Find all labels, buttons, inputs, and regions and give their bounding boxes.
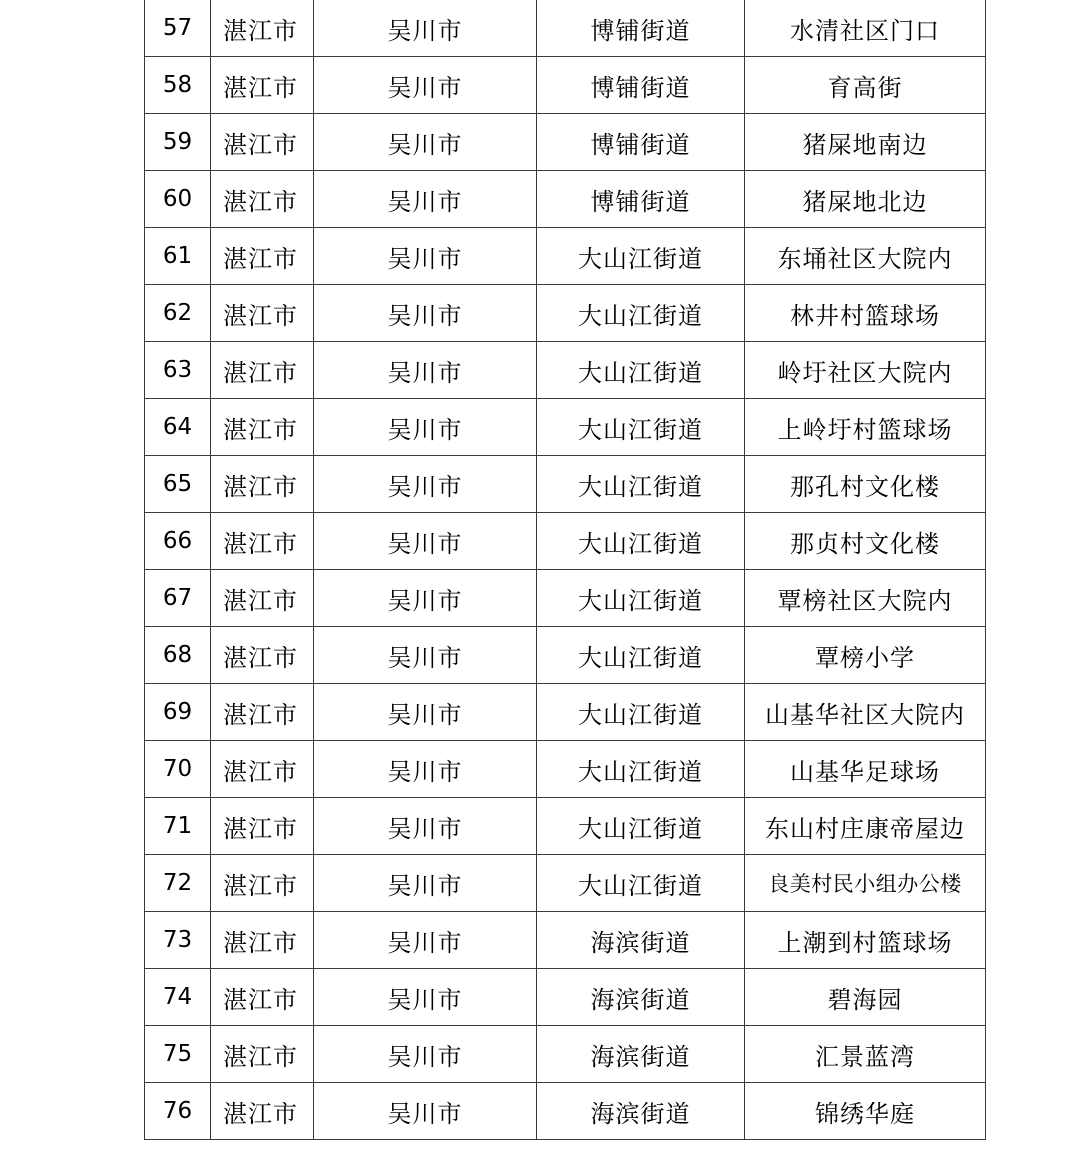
table-row [145, 513, 986, 570]
table-row [145, 912, 986, 969]
city-cell: 湛江市 [211, 399, 314, 456]
table-row [145, 1026, 986, 1083]
location-cell: 林井村篮球场 [745, 285, 986, 342]
city-cell: 湛江市 [211, 513, 314, 570]
street-cell: 海滨街道 [537, 912, 745, 969]
table-row [145, 798, 986, 855]
street-cell: 大山江街道 [537, 285, 745, 342]
county-cell: 吴川市 [314, 741, 537, 798]
row-number-cell: 58 [145, 57, 211, 114]
street-cell: 大山江街道 [537, 627, 745, 684]
row-number-cell: 74 [145, 969, 211, 1026]
city-cell: 湛江市 [211, 627, 314, 684]
row-number-cell: 65 [145, 456, 211, 513]
city-cell: 湛江市 [211, 0, 314, 57]
location-cell: 水清社区门口 [745, 0, 986, 57]
county-cell: 吴川市 [314, 513, 537, 570]
location-cell: 东埇社区大院内 [745, 228, 986, 285]
county-cell: 吴川市 [314, 855, 537, 912]
county-cell: 吴川市 [314, 570, 537, 627]
table-row [145, 114, 986, 171]
row-number-cell: 72 [145, 855, 211, 912]
location-cell: 覃榜小学 [745, 627, 986, 684]
county-cell: 吴川市 [314, 912, 537, 969]
city-cell: 湛江市 [211, 285, 314, 342]
row-number-cell: 75 [145, 1026, 211, 1083]
row-number-cell: 64 [145, 399, 211, 456]
table-row [145, 228, 986, 285]
location-cell: 上潮到村篮球场 [745, 912, 986, 969]
location-cell: 覃榜社区大院内 [745, 570, 986, 627]
street-cell: 大山江街道 [537, 570, 745, 627]
county-cell: 吴川市 [314, 1083, 537, 1140]
location-cell: 那贞村文化楼 [745, 513, 986, 570]
location-cell: 岭圩社区大院内 [745, 342, 986, 399]
street-cell: 海滨街道 [537, 969, 745, 1026]
row-number-cell: 60 [145, 171, 211, 228]
city-cell: 湛江市 [211, 114, 314, 171]
street-cell: 博铺街道 [537, 114, 745, 171]
location-cell: 东山村庄康帝屋边 [745, 798, 986, 855]
table-row [145, 969, 986, 1026]
county-cell: 吴川市 [314, 969, 537, 1026]
city-cell: 湛江市 [211, 741, 314, 798]
location-cell: 上岭圩村篮球场 [745, 399, 986, 456]
street-cell: 海滨街道 [537, 1083, 745, 1140]
location-cell: 良美村民小组办公楼 [745, 855, 986, 912]
row-number-cell: 57 [145, 0, 211, 57]
street-cell: 大山江街道 [537, 855, 745, 912]
county-cell: 吴川市 [314, 57, 537, 114]
street-cell: 大山江街道 [537, 741, 745, 798]
location-cell: 汇景蓝湾 [745, 1026, 986, 1083]
street-cell: 博铺街道 [537, 57, 745, 114]
table-row [145, 456, 986, 513]
table-row [145, 285, 986, 342]
county-cell: 吴川市 [314, 114, 537, 171]
table-row [145, 627, 986, 684]
location-cell: 那孔村文化楼 [745, 456, 986, 513]
table-row [145, 684, 986, 741]
street-cell: 大山江街道 [537, 456, 745, 513]
city-cell: 湛江市 [211, 1026, 314, 1083]
county-cell: 吴川市 [314, 684, 537, 741]
city-cell: 湛江市 [211, 456, 314, 513]
location-cell: 山基华社区大院内 [745, 684, 986, 741]
table-row [145, 570, 986, 627]
table-row [145, 741, 986, 798]
city-cell: 湛江市 [211, 171, 314, 228]
city-cell: 湛江市 [211, 969, 314, 1026]
county-cell: 吴川市 [314, 0, 537, 57]
site-list-table [144, 0, 986, 1140]
street-cell: 大山江街道 [537, 342, 745, 399]
location-cell: 育高街 [745, 57, 986, 114]
row-number-cell: 69 [145, 684, 211, 741]
county-cell: 吴川市 [314, 171, 537, 228]
city-cell: 湛江市 [211, 228, 314, 285]
table-row [145, 399, 986, 456]
row-number-cell: 70 [145, 741, 211, 798]
row-number-cell: 62 [145, 285, 211, 342]
street-cell: 大山江街道 [537, 399, 745, 456]
county-cell: 吴川市 [314, 456, 537, 513]
row-number-cell: 67 [145, 570, 211, 627]
row-number-cell: 61 [145, 228, 211, 285]
row-number-cell: 71 [145, 798, 211, 855]
row-number-cell: 76 [145, 1083, 211, 1140]
city-cell: 湛江市 [211, 912, 314, 969]
table-row [145, 0, 986, 57]
county-cell: 吴川市 [314, 1026, 537, 1083]
table-row [145, 171, 986, 228]
table-row [145, 342, 986, 399]
table-row [145, 1083, 986, 1140]
city-cell: 湛江市 [211, 342, 314, 399]
location-cell: 锦绣华庭 [745, 1083, 986, 1140]
street-cell: 大山江街道 [537, 228, 745, 285]
row-number-cell: 59 [145, 114, 211, 171]
county-cell: 吴川市 [314, 627, 537, 684]
county-cell: 吴川市 [314, 342, 537, 399]
street-cell: 大山江街道 [537, 513, 745, 570]
county-cell: 吴川市 [314, 399, 537, 456]
table-row [145, 57, 986, 114]
table-row [145, 855, 986, 912]
row-number-cell: 66 [145, 513, 211, 570]
city-cell: 湛江市 [211, 570, 314, 627]
county-cell: 吴川市 [314, 285, 537, 342]
table-body [145, 0, 986, 1140]
street-cell: 大山江街道 [537, 798, 745, 855]
street-cell: 博铺街道 [537, 0, 745, 57]
city-cell: 湛江市 [211, 1083, 314, 1140]
row-number-cell: 73 [145, 912, 211, 969]
city-cell: 湛江市 [211, 798, 314, 855]
street-cell: 海滨街道 [537, 1026, 745, 1083]
county-cell: 吴川市 [314, 228, 537, 285]
county-cell: 吴川市 [314, 798, 537, 855]
row-number-cell: 63 [145, 342, 211, 399]
location-cell: 猪屎地南边 [745, 114, 986, 171]
location-cell: 山基华足球场 [745, 741, 986, 798]
row-number-cell: 68 [145, 627, 211, 684]
city-cell: 湛江市 [211, 684, 314, 741]
street-cell: 博铺街道 [537, 171, 745, 228]
city-cell: 湛江市 [211, 855, 314, 912]
location-cell: 猪屎地北边 [745, 171, 986, 228]
city-cell: 湛江市 [211, 57, 314, 114]
location-cell: 碧海园 [745, 969, 986, 1026]
street-cell: 大山江街道 [537, 684, 745, 741]
